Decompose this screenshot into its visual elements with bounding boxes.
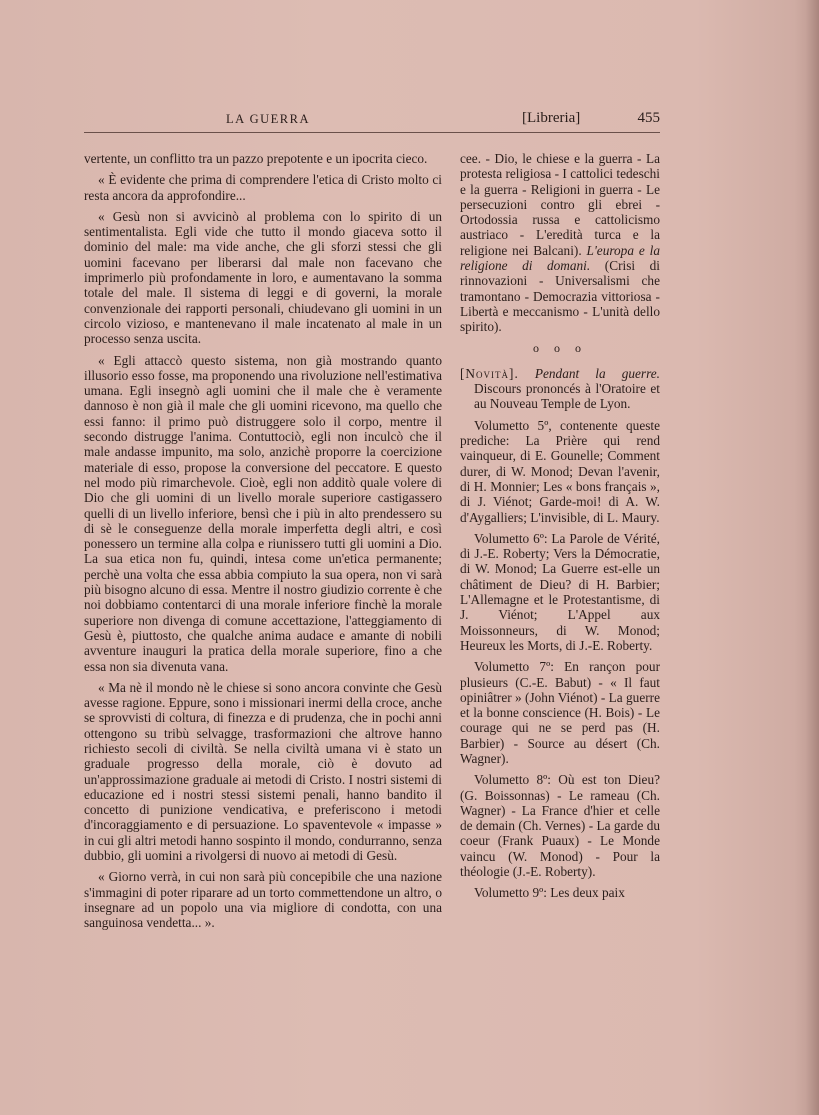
running-title: LA GUERRA <box>226 112 310 126</box>
volume-entry: Volumetto 9º: Les deux paix <box>474 885 625 901</box>
novita-entry <box>460 366 660 412</box>
left-column <box>84 151 442 937</box>
volume-entry: Volumetto 6º: La Parole de Vérité, di J.-E. Roberty; Vers la Démocratie, di W. Monod; La Guerre est-elle un châtiment de Dieu? di H. Barbier; L'Allemagne et le Protestantisme, di J. Viénot; L'Appel aux Moissonneurs, di W. Monod; Heureux les Morts, di J.-E. Roberty. <box>460 530 660 653</box>
contents-list: (Crisi di rinnovazioni - Universalismi che tramontano - Democrazia vittoriosa - Libertà e meccanismo - L'unità dello spirito). <box>460 258 660 335</box>
paragraph: « Egli attaccò questo sistema, non già mostrando quanto illusorio esso fosse, ma proponendo una rivoluzione nell'estimativa umana. Egli insegnò agli uomini che il male che è veramente dannoso è non già il male che gli uomini ricevono, ma quello che essi fanno: il primo può distruggere solo il corpo, mentre il secondo distrugge l'anima. Contuttociò, egli non inculcò che il male andasse impunito, ma solo, anzichè proporre la coercizione materiale di esso, propose la conversione del peccatore. E questo nel modo più rimarchevole. Cioè, egli non additò quale volere di Dio che gli uomini di un livello morale superiore castigassero quelli di un livello inferiore, bensì che i più in alto prendessero su di sè le conseguenze della morale imperfetta degli altri, e così ponessero un termine alla colpa e riunissero tutti gli uomini a Dio. La sua etica non fu, quindi, intesa come un'etica permanente; perchè una volta che essa abbia compiuto la sua opera, non vi sarà più bisogno alcuno di essa. Mentre il nostro giudizio corrente è che noi dobbiamo contentarci di una morale inferiore finchè la morale superiore non divenga di comune accettazione, l'atteggiamento di Gesù è, piuttosto, che qualche anima audace e amante di nobili avventure inauguri la pratica della morale superiore, fino a che essa non sia divenuta vana. <box>84 352 442 674</box>
volume-entry: Volumetto 7º: En rançon pour plusieurs (C.-E. Babut) - « Il faut opiniâtrer » (John Viénot) - La guerre et la bonne conscience (H. Bois) - Le courage qui ne se perd pas (H. Barbier) - Source au désert (Ch. Wagner). <box>460 659 660 766</box>
paragraph: vertente, un conflitto tra un pazzo prepotente e un ipocrita cieco. <box>84 151 428 166</box>
volume-entry: Volumetto 5º, contenente queste prediche: La Prière qui rend vainqueur, di E. Gounelle; Comment durer, di W. Monod; Devan l'avenir, di H. Monnier; Les « bons français », di J. Viénot; Garde-moi! di A. W. d'Aygalliers; L'invisible, di L. Maury. <box>460 417 660 525</box>
book-description: Discours prononcés à l'Oratoire et au Nouveau Temple de Lyon. <box>474 381 660 412</box>
right-column <box>460 151 660 907</box>
section-label: [Libreria] <box>522 110 581 126</box>
novita-label: [Novità]. <box>460 365 519 381</box>
page-number: 455 <box>637 110 660 126</box>
volume-entry: Volumetto 8º: Où est ton Dieu? (G. Boissonnas) - Le rameau (Ch. Wagner) - La France d'hier et celle de demain (Ch. Vernes) - La garde du coeur (Frank Puaux) - Le Monde vaincu (W. Monod) - Pour la théologie (J.-E. Roberty). <box>460 772 660 880</box>
section-ornament: o o o <box>533 340 587 355</box>
page-edge <box>805 0 819 1115</box>
paragraph: « Gesù non si avvicinò al problema con lo spirito di un sentimentalista. Egli vide che tutto il mondo giaceva sotto il dominio del male: ma vide anche, che gli sforzi stessi che gli uomini facevano per liberarsi dal male non facevano che imprimerlo più profondamente in loro, e aumentavano la somma totale del male. Il sistema di leggi e di governi, la morale convenzionale dei rapporti personali, chiudevano gli uomini in un circolo vizioso, e mantenevano il male incatenato al male in un processo senza uscita. <box>84 208 442 347</box>
page-header <box>84 110 660 133</box>
book-title: Pendant la guerre. <box>534 365 660 381</box>
paragraph <box>460 151 660 335</box>
paragraph: « Giorno verrà, in cui non sarà più concepibile che una nazione s'immagini di poter riparare ad un torto commettendone un altro, o insegnare ad un popolo una via migliore di condotta, con una sanguinosa vendetta... ». <box>84 869 442 931</box>
paragraph: « È evidente che prima di comprendere l'etica di Cristo molto ci resta ancora da approfondire... <box>84 172 442 203</box>
contents-list: cee. - Dio, le chiese e la guerra - La protesta religiosa - I cattolici tedeschi e la guerra - Religioni in guerra - Le persecuzioni contro gli ebrei - Ortodossia russa e cattolicismo austriaco - L'eredità turca e la religione nei Balcani). <box>460 151 660 258</box>
paragraph: « Ma nè il mondo nè le chiese si sono ancora convinte che Gesù avesse ragione. Eppure, sono i missionari inermi della croce, anche se sprovvisti di coltura, di finezza e di prudenza, che in pochi anni ottengono su tribù selvagge, trasformazioni che altrove hanno richiesto secoli di civiltà. Se nella civiltà umana vi è stato un graduale progresso della morale, ciò è dovuto ad un'approssimazione graduale ai metodi di Cristo. I nostri sistemi di educazione ed i nostri stessi sistemi penali, hanno bandito il concetto di punizione vendicativa, e preferiscono i metodi d'incoraggiamento e di persuazione. Lo spaventevole « impasse » in cui gli altri metodi hanno sospinto il mondo, condurranno, senza dubbio, gli uomini a rivolgersi di nuovo ai metodi di Gesù. <box>84 679 442 864</box>
book-title: L'europa e la religione di domani. <box>460 242 660 274</box>
